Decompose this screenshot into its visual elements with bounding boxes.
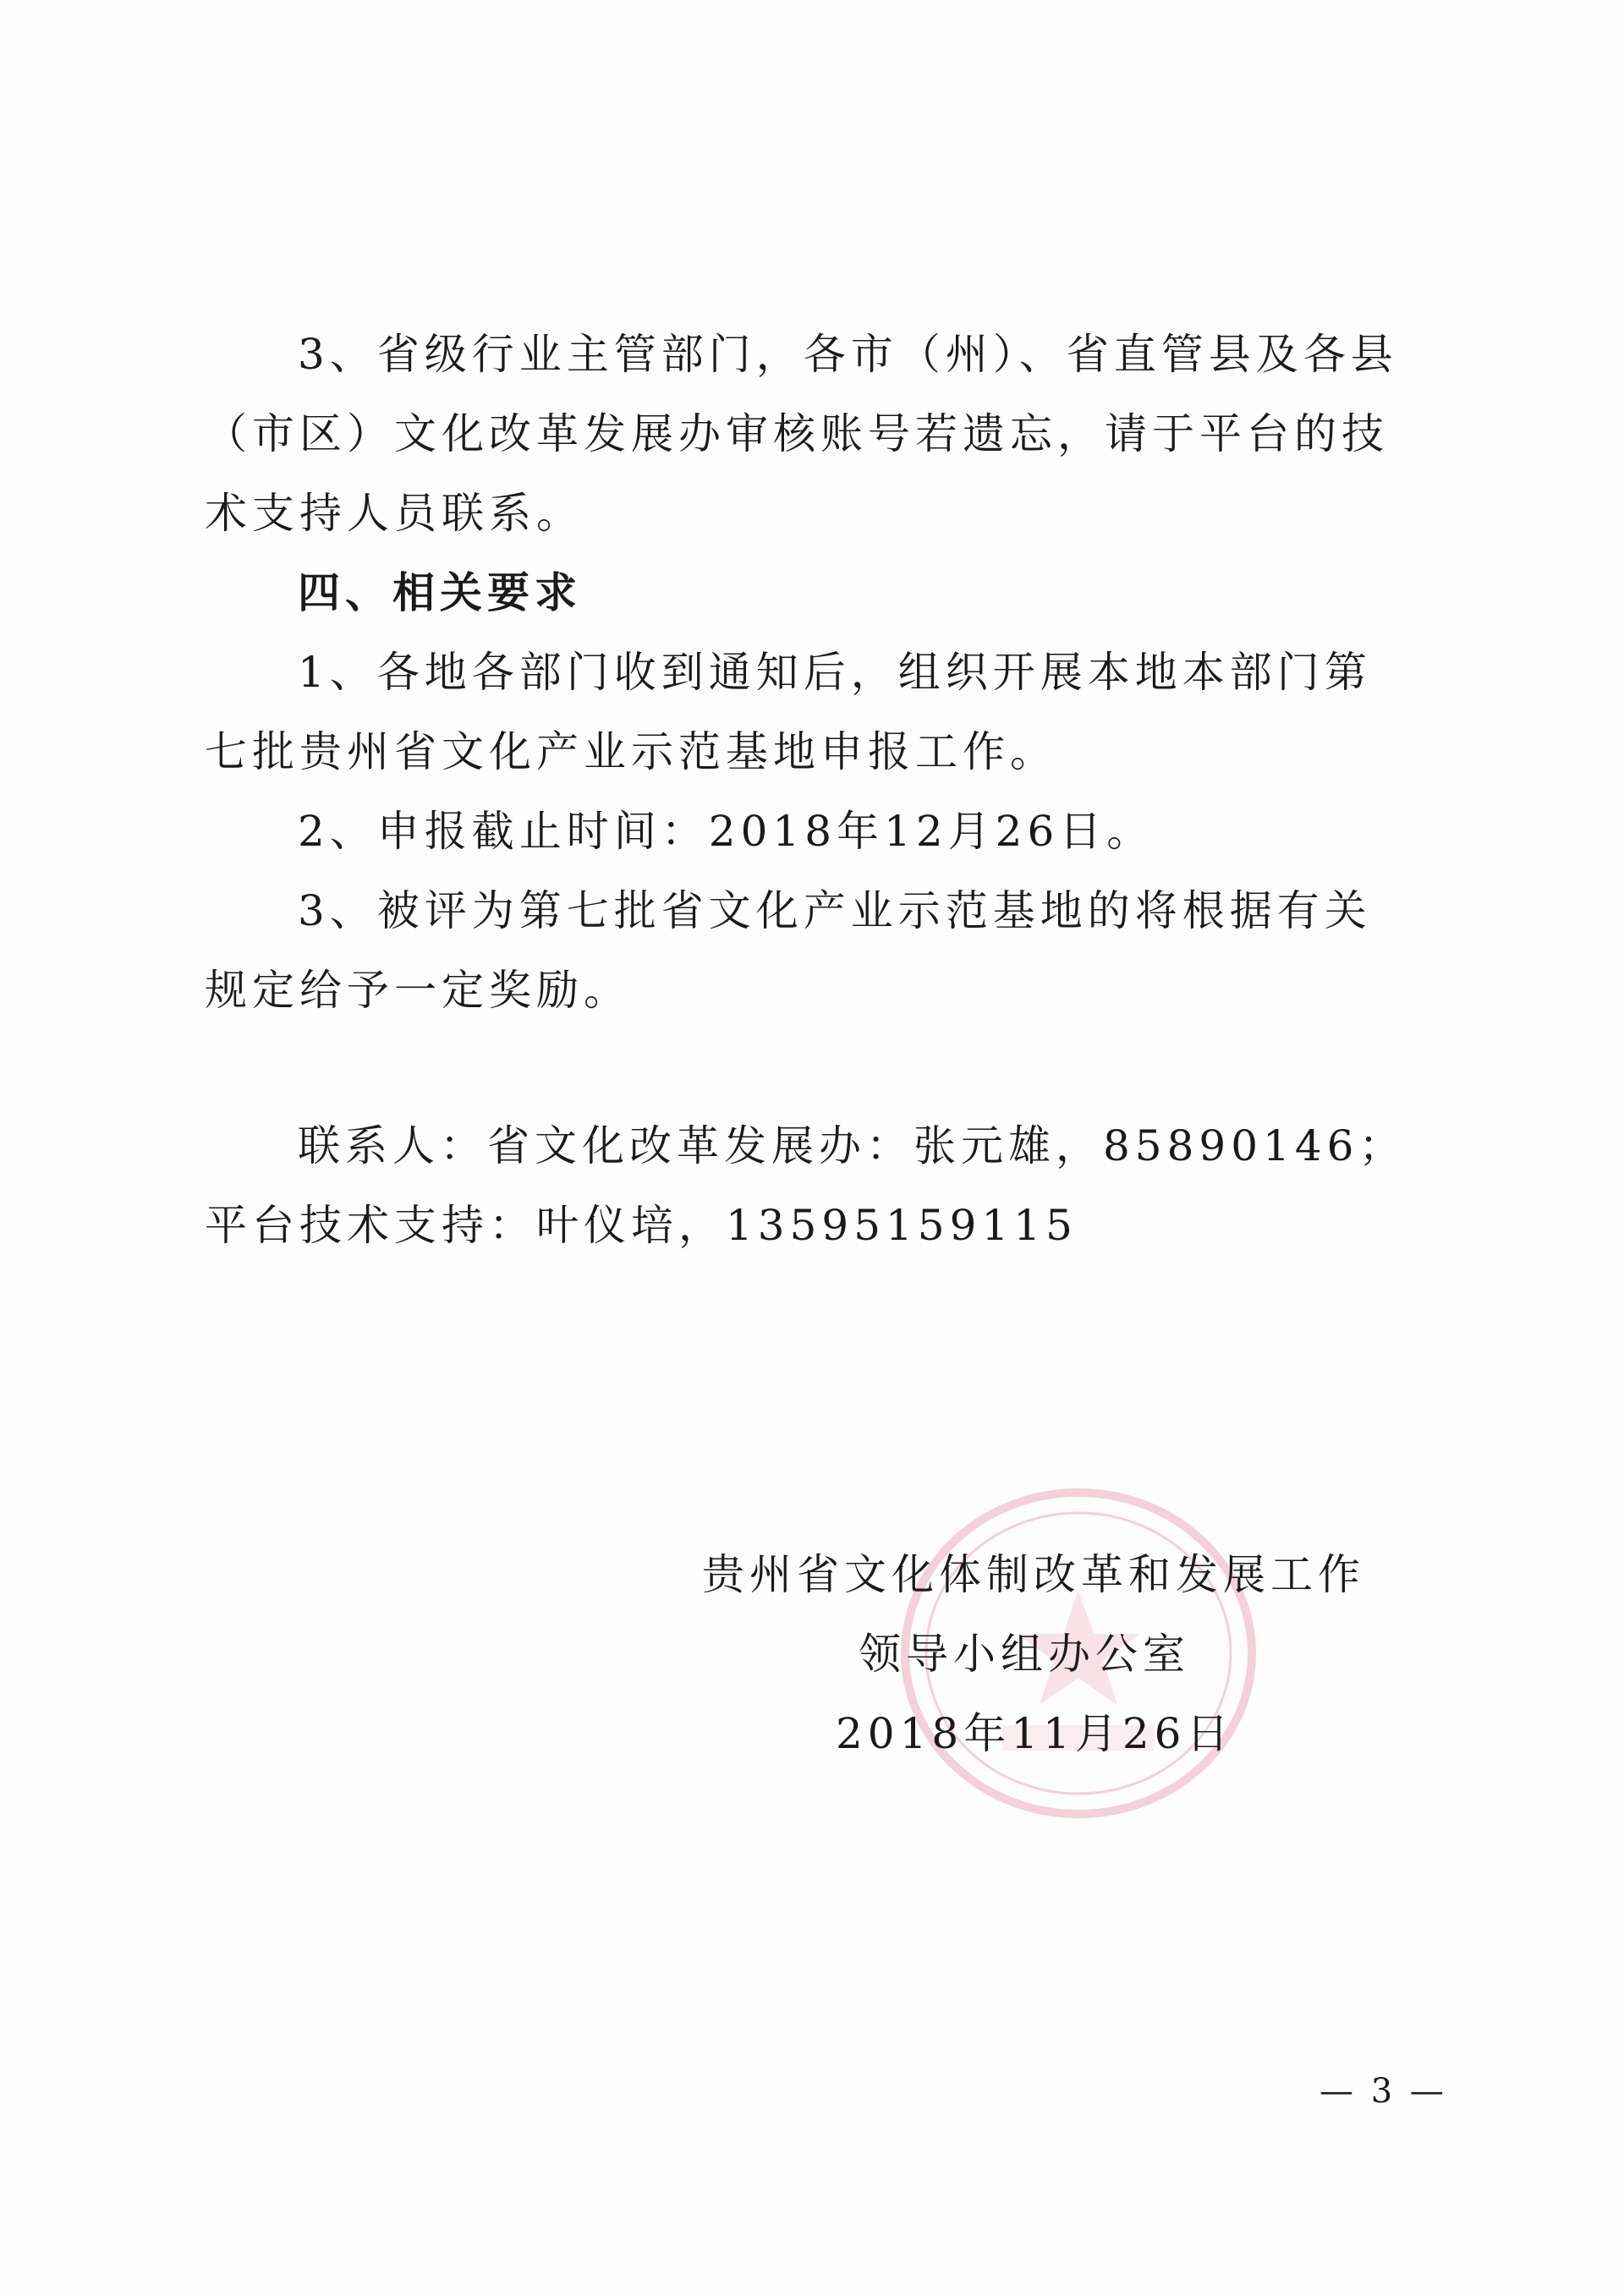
paragraph-contact: 联系人：省文化改革发展办：张元雄，85890146；平台技术支持：叶仪培，13595159115 [205, 1121, 1407, 1250]
paragraph-requirement-3: 3、被评为第七批省文化产业示范基地的将根据有关规定给予一定奖励。 [205, 886, 1372, 1015]
section-heading-requirements: 四、相关要求 [298, 568, 582, 617]
page-number: — 3 — [1320, 2072, 1447, 2111]
spacer [205, 1030, 1414, 1106]
signature-org-line1: 贵州省文化体制改革和发展工作 [702, 1550, 1365, 1599]
paragraph-account-reminder: 3、省级行业主管部门，各市（州）、省直管县及各县（市区）文化改革发展办审核账号若遗忘，请于平台的技术支持人员联系。 [205, 330, 1398, 538]
signature-block [694, 1535, 1387, 1773]
body-text [205, 315, 1414, 1265]
signature-date: 2018年11月26日 [836, 1709, 1234, 1758]
paragraph-requirement-1: 1、各地各部门收到通知后，组织开展本地本部门第七批贵州省文化产业示范基地申报工作。 [205, 648, 1372, 776]
paragraph-requirement-2: 2、申报截止时间：2018年12月26日。 [298, 807, 1155, 856]
signature-org-line2: 领导小组办公室 [859, 1630, 1190, 1679]
